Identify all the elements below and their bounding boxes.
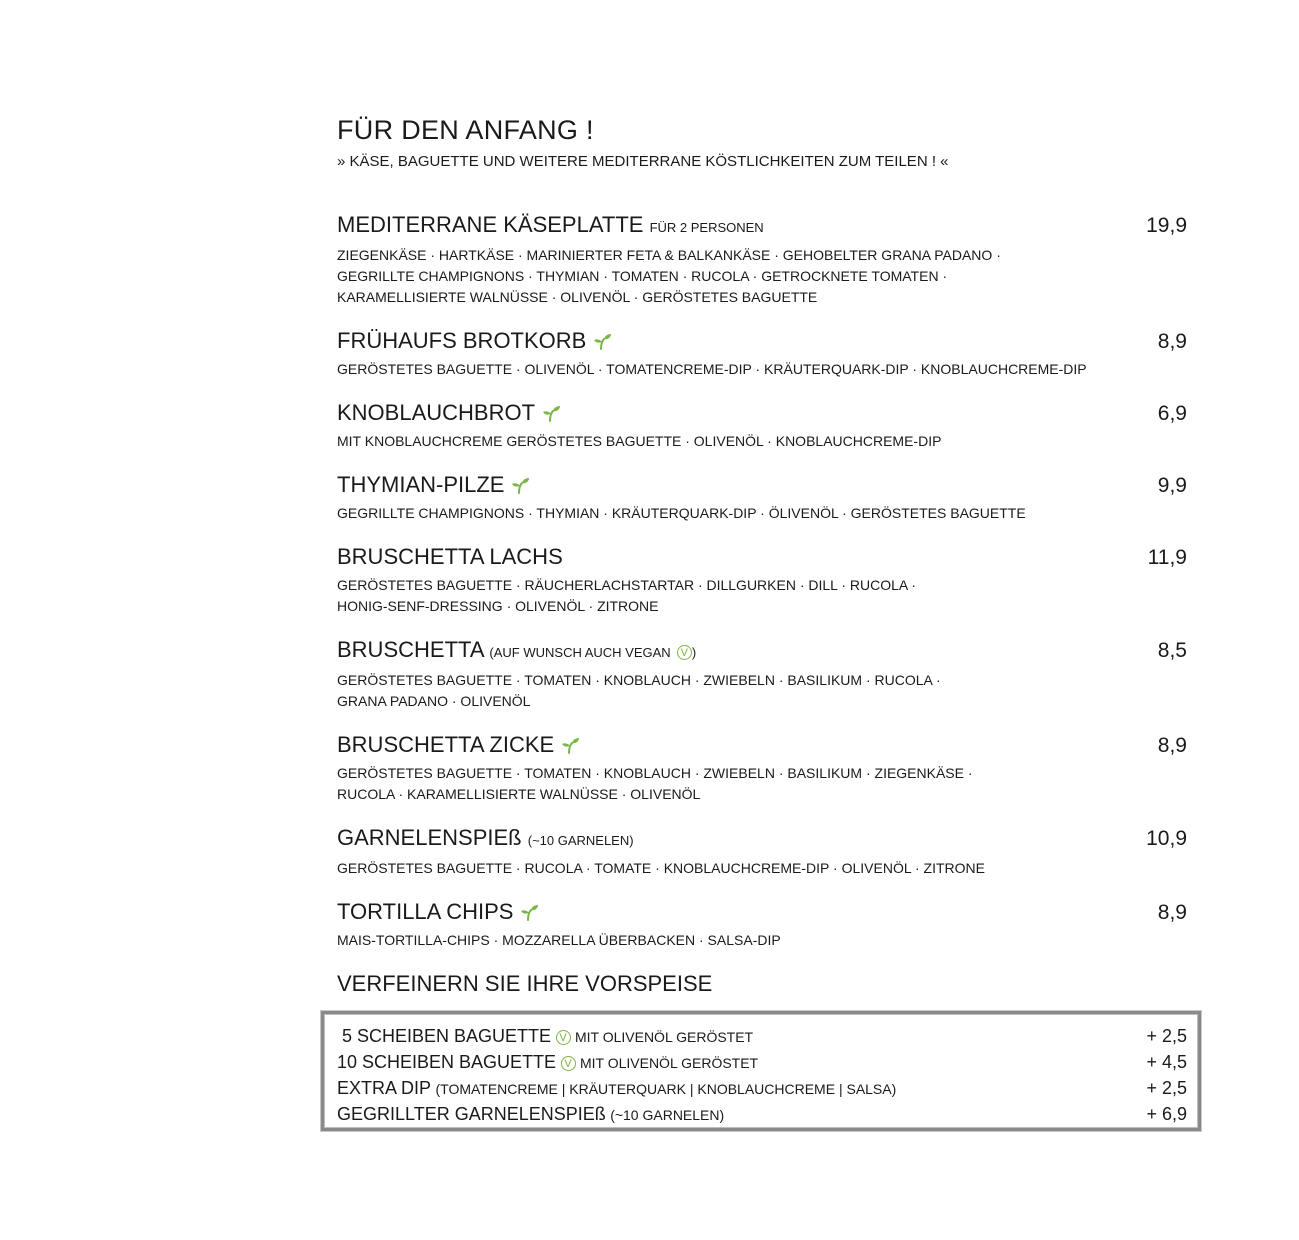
description-line: GERÖSTETES BAGUETTE · RÄUCHERLACHSTARTAR · DILLGURKEN · DILL · RUCOLA · bbox=[337, 577, 917, 593]
extra-price: + 2,5 bbox=[1146, 1026, 1187, 1046]
item-price: 11,9 bbox=[1147, 546, 1187, 569]
extra-row bbox=[337, 1050, 1187, 1076]
sprout-icon bbox=[519, 903, 539, 921]
item-header bbox=[337, 635, 1187, 668]
item-name: THYMIAN-PILZE bbox=[337, 472, 505, 497]
description-line: GEGRILLTE CHAMPIGNONS · THYMIAN · KRÄUTERQUARK-DIP · ÖLIVENÖL · GERÖSTETES BAGUETTE bbox=[337, 505, 1026, 521]
section-subtitle: » KÄSE, BAGUETTE UND WEITERE MEDITERRANE KÖSTLICHKEITEN ZUM TEILEN ! « bbox=[337, 153, 949, 170]
item-header bbox=[337, 542, 1187, 573]
item-description bbox=[337, 245, 1187, 308]
item-header bbox=[337, 470, 1187, 501]
item-price: 8,9 bbox=[1157, 330, 1187, 353]
extra-name: EXTRA DIP bbox=[337, 1078, 432, 1098]
item-title-group bbox=[337, 326, 612, 356]
item-note: FÜR 2 PERSONEN bbox=[649, 220, 764, 235]
item-note: (AUF WUNSCH AUCH VEGAN bbox=[489, 645, 671, 660]
item-name: FRÜHAUFS BROTKORB bbox=[337, 328, 587, 353]
description-line: GERÖSTETES BAGUETTE · TOMATEN · KNOBLAUCH · ZWIEBELN · BASILIKUM · RUCOLA · bbox=[337, 672, 941, 688]
menu-item bbox=[337, 730, 1187, 805]
item-price: 8,9 bbox=[1157, 734, 1187, 757]
extra-note: MIT OLIVENÖL GERÖSTET bbox=[579, 1055, 759, 1071]
vegan-v-icon: V bbox=[561, 1056, 576, 1071]
extra-price: + 4,5 bbox=[1146, 1052, 1187, 1072]
extra-row bbox=[337, 1076, 1187, 1102]
menu-item bbox=[337, 897, 1187, 951]
item-header bbox=[337, 210, 1187, 243]
item-title-group bbox=[337, 635, 696, 668]
item-header bbox=[337, 326, 1187, 357]
vegan-v-icon: V bbox=[556, 1030, 571, 1045]
item-description bbox=[337, 431, 1187, 452]
item-header bbox=[337, 897, 1187, 928]
item-price: 6,9 bbox=[1157, 402, 1187, 425]
item-description bbox=[337, 575, 1187, 617]
item-name: BRUSCHETTA LACHS bbox=[337, 544, 563, 569]
extra-note: (TOMATENCREME | KRÄUTERQUARK | KNOBLAUCHCREME | SALSA) bbox=[435, 1081, 897, 1097]
item-note-end: ) bbox=[691, 645, 697, 660]
extra-name: 10 SCHEIBEN BAGUETTE bbox=[337, 1052, 557, 1072]
menu-item bbox=[337, 398, 1187, 452]
menu-items bbox=[337, 210, 1187, 951]
vegan-v-icon: V bbox=[677, 645, 692, 660]
description-line: GERÖSTETES BAGUETTE · TOMATEN · KNOBLAUCH · ZWIEBELN · BASILIKUM · ZIEGENKÄSE · bbox=[337, 765, 973, 781]
item-title-group bbox=[337, 210, 764, 243]
item-header bbox=[337, 823, 1187, 856]
item-name: MEDITERRANE KÄSEPLATTE bbox=[337, 212, 644, 237]
item-note: (~10 GARNELEN) bbox=[527, 833, 634, 848]
description-line: ZIEGENKÄSE · HARTKÄSE · MARINIERTER FETA & BALKANKÄSE · GEHOBELTER GRANA PADANO · bbox=[337, 247, 1001, 263]
item-name: TORTILLA CHIPS bbox=[337, 899, 514, 924]
menu-page bbox=[337, 112, 1187, 999]
item-price: 8,5 bbox=[1157, 639, 1187, 662]
item-description bbox=[337, 359, 1187, 380]
item-price: 8,9 bbox=[1157, 901, 1187, 924]
menu-item bbox=[337, 635, 1187, 712]
extra-price: + 6,9 bbox=[1146, 1104, 1187, 1124]
extra-title-group bbox=[337, 1050, 758, 1076]
description-line: KARAMELLISIERTE WALNÜSSE · OLIVENÖL · GERÖSTETES BAGUETTE bbox=[337, 289, 818, 305]
item-title-group bbox=[337, 823, 634, 856]
menu-item bbox=[337, 542, 1187, 617]
item-name: KNOBLAUCHBROT bbox=[337, 400, 536, 425]
item-title-group bbox=[337, 398, 561, 428]
item-description bbox=[337, 503, 1187, 524]
extra-note: (~10 GARNELEN) bbox=[610, 1107, 725, 1123]
sprout-icon bbox=[560, 736, 580, 754]
item-description bbox=[337, 763, 1187, 805]
extra-name: GEGRILLTER GARNELENSPIEß bbox=[337, 1104, 606, 1124]
item-header bbox=[337, 730, 1187, 761]
item-price: 9,9 bbox=[1157, 474, 1187, 497]
sprout-icon bbox=[541, 404, 561, 422]
extras-title: VERFEINERN SIE IHRE VORSPEISE bbox=[337, 971, 713, 996]
extra-row bbox=[337, 1024, 1187, 1050]
description-line: GEGRILLTE CHAMPIGNONS · THYMIAN · TOMATEN · RUCOLA · GETROCKNETE TOMATEN · bbox=[337, 268, 948, 284]
description-line: HONIG-SENF-DRESSING · OLIVENÖL · ZITRONE bbox=[337, 598, 659, 614]
description-line: GERÖSTETES BAGUETTE · RUCOLA · TOMATE · KNOBLAUCHCREME-DIP · OLIVENÖL · ZITRONE bbox=[337, 860, 985, 876]
item-name: BRUSCHETTA ZICKE bbox=[337, 732, 555, 757]
extra-title-group bbox=[337, 1102, 724, 1128]
item-description bbox=[337, 670, 1187, 712]
item-description bbox=[337, 858, 1187, 879]
item-title-group bbox=[337, 542, 563, 572]
description-line: MIT KNOBLAUCHCREME GERÖSTETES BAGUETTE · OLIVENÖL · KNOBLAUCHCREME-DIP bbox=[337, 433, 942, 449]
description-line: GRANA PADANO · OLIVENÖL bbox=[337, 693, 531, 709]
extras-list bbox=[337, 1024, 1187, 1128]
description-line: MAIS-TORTILLA-CHIPS · MOZZARELLA ÜBERBACKEN · SALSA-DIP bbox=[337, 932, 781, 948]
item-name: BRUSCHETTA bbox=[337, 637, 484, 662]
section-title: FÜR DEN ANFANG ! bbox=[337, 115, 594, 145]
extra-title-group bbox=[337, 1076, 896, 1102]
item-title-group bbox=[337, 897, 539, 927]
sprout-icon bbox=[592, 332, 612, 350]
item-title-group bbox=[337, 470, 530, 500]
description-line: GERÖSTETES BAGUETTE · OLIVENÖL · TOMATENCREME-DIP · KRÄUTERQUARK-DIP · KNOBLAUCHCREME-DIP bbox=[337, 361, 1087, 377]
extra-name: 5 SCHEIBEN BAGUETTE bbox=[337, 1026, 552, 1046]
item-price: 10,9 bbox=[1146, 827, 1187, 850]
extra-title-group bbox=[337, 1024, 753, 1050]
item-price: 19,9 bbox=[1146, 214, 1187, 237]
sprout-icon bbox=[510, 476, 530, 494]
item-title-group bbox=[337, 730, 580, 760]
menu-item bbox=[337, 823, 1187, 879]
extra-note: MIT OLIVENÖL GERÖSTET bbox=[574, 1029, 754, 1045]
menu-item bbox=[337, 210, 1187, 308]
menu-item bbox=[337, 470, 1187, 524]
extra-row bbox=[337, 1102, 1187, 1128]
item-description bbox=[337, 930, 1187, 951]
menu-item bbox=[337, 326, 1187, 380]
description-line: RUCOLA · KARAMELLISIERTE WALNÜSSE · OLIVENÖL bbox=[337, 786, 701, 802]
item-name: GARNELENSPIEß bbox=[337, 825, 522, 850]
extra-price: + 2,5 bbox=[1146, 1078, 1187, 1098]
item-header bbox=[337, 398, 1187, 429]
